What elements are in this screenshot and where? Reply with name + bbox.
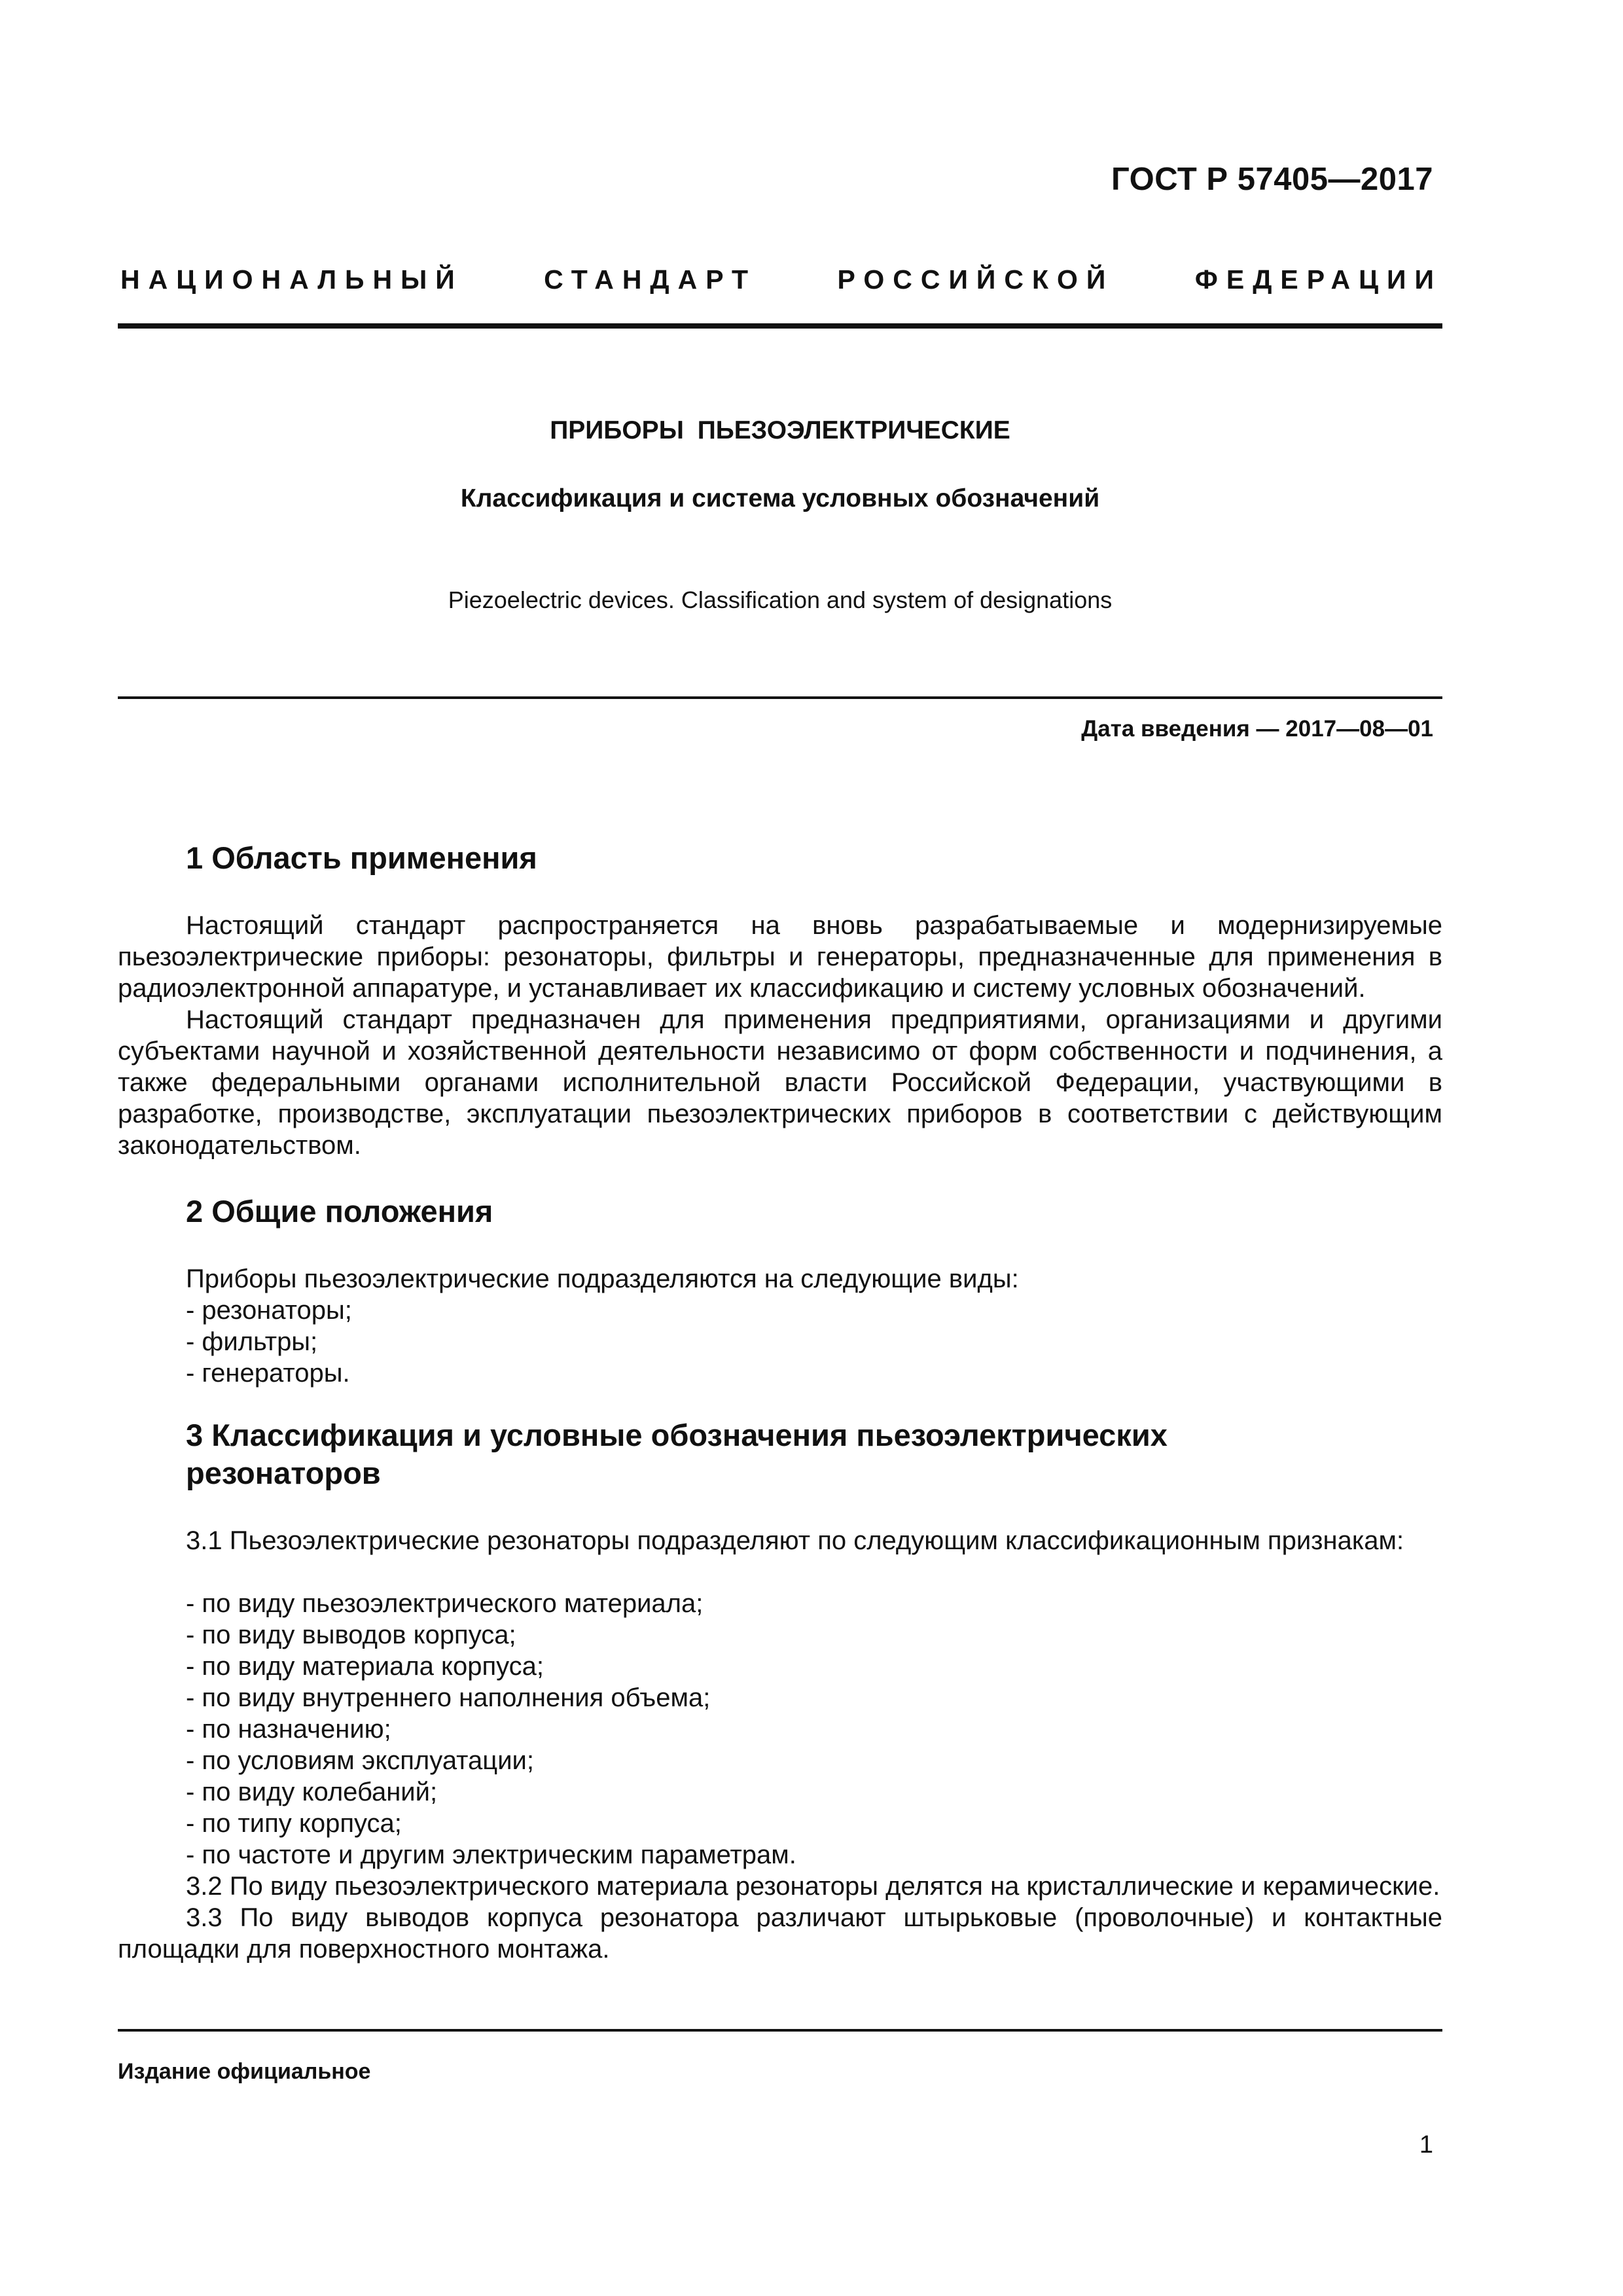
section-3-list [186,1588,1442,1871]
clause-3-1: 3.1 Пьезоэлектрические резонаторы подразделяют по следующим классификационным признакам: [186,1526,1404,1555]
section-1-heading: 1 Область применения [186,840,537,875]
clause-3-3: 3.3 По виду выводов корпуса резонатора различают штырьковые (проволочные) и контактные площадки для поверхностного монтажа. [118,1903,1442,1964]
clause-3-2: 3.2 По виду пьезоэлектрического материала резонаторы делятся на кристаллические и керамические. [186,1872,1440,1901]
list-item: - фильтры; [186,1327,318,1356]
section-3-clauses [118,1871,1442,1965]
section-2-heading: 2 Общие положения [186,1194,493,1229]
list-item: - по типу корпуса; [186,1809,402,1838]
official-edition-label: Издание официальное [118,2059,371,2084]
section-3-1-paragraph [118,1525,1442,1556]
list-item: - по частоте и другим электрическим параметрам. [186,1840,796,1869]
english-title: Piezoelectric devices. Classification and system of designations [448,586,1113,613]
page-number: 1 [1419,2131,1433,2159]
document-subtitle: Классификация и система условных обозначений [460,484,1100,512]
section-3-heading [186,1416,1168,1492]
footer-divider [118,2029,1442,2032]
section-2-intro: Приборы пьезоэлектрические подразделяются на следующие виды: [186,1265,1019,1293]
list-item: - генераторы. [186,1359,350,1388]
title-divider [118,696,1442,699]
section-2-list [186,1263,1442,1389]
list-item: - по условиям эксплуатации; [186,1746,535,1775]
section-3-heading-line-1: 3 Классификация и условные обозначения пьезоэлектрических [186,1418,1168,1452]
list-item: - по виду колебаний; [186,1778,438,1806]
list-item: - по виду выводов корпуса; [186,1621,516,1649]
section-1-paragraph-2: Настоящий стандарт предназначен для применения предприятиями, организациями и другими субъектами научной и хозяйственной деятельности независимо от форм собственности и подчинения, а также федеральными органами исполнительной власти Российской Федерации, участвующими в разработке, производстве, эксплуатации пьезоэлектрических приборов в соответствии с действующим законодательством. [118,1005,1442,1160]
list-item: - по назначению; [186,1715,391,1744]
list-item: - резонаторы; [186,1296,352,1325]
list-item: - по виду внутреннего наполнения объема; [186,1683,711,1712]
section-3-heading-line-2: резонаторов [186,1456,381,1490]
list-item: - по виду материала корпуса; [186,1652,544,1681]
document-title: ПРИБОРЫ ПЬЕЗОЭЛЕКТРИЧЕСКИЕ [550,416,1010,444]
section-1-body [118,910,1442,1161]
introduction-date: Дата введения — 2017—08—01 [1081,716,1433,742]
list-item: - по виду пьезоэлектрического материала; [186,1589,704,1618]
header-divider [118,323,1442,329]
national-standard-banner: НАЦИОНАЛЬНЫЙ СТАНДАРТ РОССИЙСКОЙ ФЕДЕРАЦИИ [120,264,1442,295]
section-1-paragraph-1: Настоящий стандарт распространяется на вновь разрабатываемые и модернизируемые пьезоэлектрические приборы: резонаторы, фильтры и генераторы, предназначенные для применения в радиоэлектронной аппаратуре, и устанавливает их классификацию и систему условных обозначений. [118,911,1442,1003]
document-code: ГОСТ Р 57405—2017 [1111,162,1433,197]
